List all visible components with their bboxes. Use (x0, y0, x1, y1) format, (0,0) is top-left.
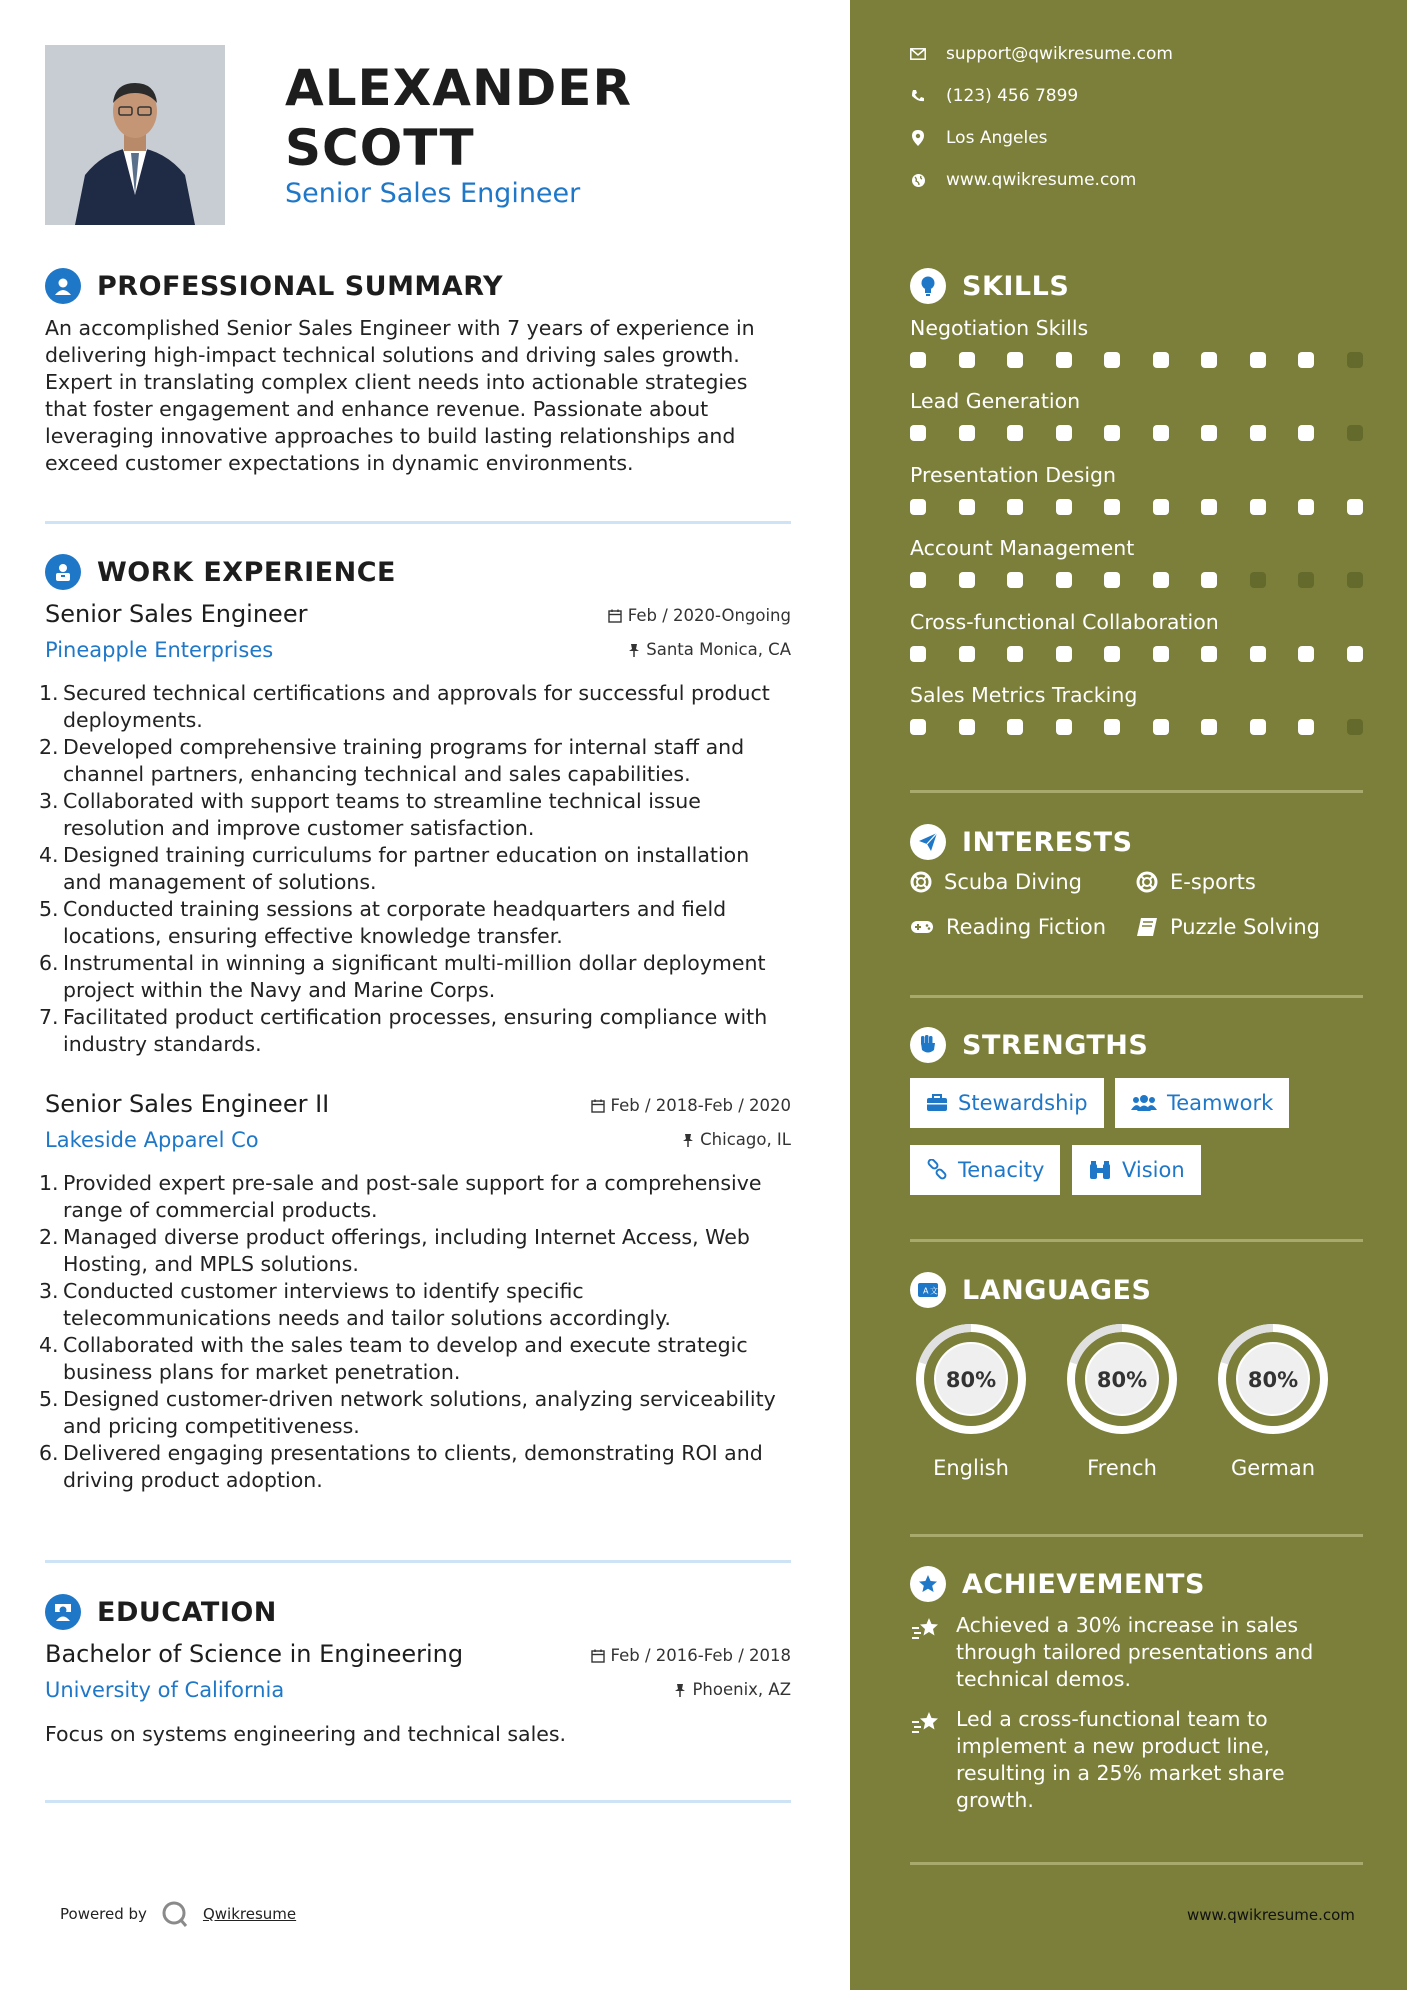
rating-dot-filled (959, 572, 975, 588)
name-last: SCOTT (285, 119, 475, 177)
languages-heading (910, 1272, 1151, 1308)
skill-name: Account Management (910, 536, 1135, 560)
skill-rating (910, 425, 1363, 441)
skill-rating (910, 572, 1363, 588)
calendar-icon (591, 1649, 605, 1663)
briefcase-user-icon (45, 554, 81, 590)
rating-dot-filled (1298, 646, 1314, 662)
rating-dot-filled (1153, 719, 1169, 735)
job-entry (39, 600, 791, 1058)
list-item: 4. Designed training curriculums for partner education on installation and management of solutions. (39, 843, 750, 894)
interest-label: Puzzle Solving (1170, 915, 1320, 939)
interest-item (910, 915, 1106, 939)
profile-photo (45, 45, 225, 225)
strengths-heading (910, 1027, 1148, 1063)
rating-dot-filled (959, 499, 975, 515)
skill-name: Cross-functional Collaboration (910, 610, 1219, 634)
job-company: Pineapple Enterprises (45, 638, 274, 662)
svg-text:80%: 80% (945, 1368, 997, 1392)
summary-heading (45, 268, 503, 304)
divider (45, 1800, 791, 1803)
education-date-text: Feb / 2016-Feb / 2018 (610, 1646, 791, 1665)
rating-dot-filled (1250, 425, 1266, 441)
job-date (591, 1096, 791, 1115)
book-icon (1136, 917, 1158, 937)
divider (910, 1862, 1363, 1865)
qwikresume-logo-icon (161, 1900, 189, 1928)
calendar-icon (591, 1099, 605, 1113)
fist-icon (910, 1027, 946, 1063)
education-description: Focus on systems engineering and technical sales. (45, 1722, 567, 1746)
language-name: French (1087, 1456, 1157, 1480)
interests-heading (910, 824, 1133, 860)
rating-dot-filled (1153, 646, 1169, 662)
rating-dot-filled (1250, 646, 1266, 662)
strength-label: Teamwork (1167, 1091, 1274, 1115)
candidate-name (285, 58, 632, 178)
rating-dot-filled (910, 646, 926, 662)
job-role: Senior Sales Engineer (45, 600, 308, 628)
binoculars-icon (1088, 1160, 1112, 1180)
rating-dot-filled (959, 719, 975, 735)
language-icon (910, 1272, 946, 1308)
skills-heading (910, 268, 1069, 304)
rating-dot-filled (1007, 719, 1023, 735)
job-date-text: Feb / 2020-Ongoing (627, 606, 791, 625)
skill-item (910, 683, 1363, 735)
footer-website[interactable]: www.qwikresume.com (1187, 1906, 1355, 1924)
skill-item (910, 610, 1363, 662)
strength-chip (910, 1078, 1104, 1128)
svg-text:80%: 80% (1247, 1368, 1299, 1392)
rating-dot-filled (1153, 499, 1169, 515)
school: University of California (45, 1678, 285, 1702)
language-item (1061, 1318, 1183, 1480)
rating-dot-filled (1298, 425, 1314, 441)
interest-label: E-sports (1170, 870, 1256, 894)
contact-phone (910, 86, 1078, 106)
rating-dot-filled (1056, 499, 1072, 515)
skills-title: SKILLS (962, 270, 1070, 302)
briefcase-icon (926, 1094, 948, 1112)
powered-by (60, 1900, 296, 1928)
rating-dot-filled (1298, 719, 1314, 735)
svg-text:80%: 80% (1096, 1368, 1148, 1392)
interest-item (1136, 915, 1320, 939)
languages-title: LANGUAGES (962, 1274, 1152, 1306)
rating-dot-filled (1201, 425, 1217, 441)
rating-dot-filled (1201, 646, 1217, 662)
language-progress-ring (910, 1318, 1032, 1440)
skill-item (910, 536, 1363, 588)
rating-dot-filled (910, 719, 926, 735)
achievement-text: Achieved a 30% increase in sales through tailored presentations and technical demos. (956, 1613, 1314, 1691)
contact-location (910, 128, 1048, 148)
rating-dot-filled (1104, 572, 1120, 588)
skill-rating (910, 352, 1363, 368)
rating-dot-filled (910, 499, 926, 515)
contact-website (910, 170, 1136, 190)
skill-rating (910, 499, 1363, 515)
rating-dot-filled (1104, 646, 1120, 662)
brand-link[interactable]: Qwikresume (202, 1905, 297, 1923)
rating-dot-filled (910, 352, 926, 368)
rating-dot-filled (1007, 572, 1023, 588)
list-item: 3. Conducted customer interviews to identify specific telecommunications needs and tailor solutions accordingly. (39, 1279, 671, 1330)
job-duties (39, 680, 791, 1058)
strength-chip (1115, 1078, 1289, 1128)
paper-plane-icon (910, 824, 946, 860)
contact-website-text[interactable]: www.qwikresume.com (946, 170, 1137, 190)
strength-chip (910, 1145, 1060, 1195)
strengths-title: STRENGTHS (962, 1029, 1149, 1061)
job-company: Lakeside Apparel Co (45, 1128, 259, 1152)
rating-dot-filled (1104, 499, 1120, 515)
rating-dot-filled (959, 425, 975, 441)
rating-dot-filled (1201, 719, 1217, 735)
language-name: English (933, 1456, 1009, 1480)
name-first: ALEXANDER (285, 59, 632, 117)
gamepad-icon (910, 919, 934, 935)
language-progress-ring (1212, 1318, 1334, 1440)
list-item: 5. Designed customer-driven network solutions, analyzing serviceability and pricing competitiveness. (39, 1387, 776, 1438)
rating-dot-filled (1153, 352, 1169, 368)
divider (45, 1560, 791, 1563)
job-location (682, 1130, 791, 1149)
interests-title: INTERESTS (962, 826, 1133, 858)
lightbulb-icon (910, 268, 946, 304)
language-item (910, 1318, 1032, 1480)
rating-dot-filled (910, 425, 926, 441)
achievements-title: ACHIEVEMENTS (962, 1568, 1205, 1600)
interest-item (1136, 870, 1256, 894)
job-date-text: Feb / 2018-Feb / 2020 (610, 1096, 791, 1115)
list-item: 1. Secured technical certifications and approvals for successful product deployments. (39, 681, 770, 732)
users-icon (1131, 1094, 1157, 1112)
globe-icon (910, 172, 926, 188)
map-marker-icon (910, 130, 926, 146)
job-location (628, 640, 791, 659)
list-item: 7. Facilitated product certification processes, ensuring compliance with industry standards. (39, 1005, 768, 1056)
skill-rating (910, 719, 1363, 735)
job-duties (39, 1170, 791, 1494)
rating-dot-filled (1250, 352, 1266, 368)
shooting-star-icon (910, 1708, 942, 1740)
list-item: 1. Provided expert pre-sale and post-sale support for a comprehensive range of commercial products. (39, 1171, 762, 1222)
rating-dot-empty (1298, 572, 1314, 588)
rating-dot-filled (1007, 499, 1023, 515)
rating-dot-empty (1250, 572, 1266, 588)
contact-email-text[interactable]: support@qwikresume.com (946, 44, 1173, 64)
user-icon (45, 268, 81, 304)
contact-location-text: Los Angeles (946, 128, 1048, 148)
education-title: EDUCATION (97, 1596, 277, 1628)
job-role: Senior Sales Engineer II (45, 1090, 330, 1118)
education-heading (45, 1594, 277, 1630)
shooting-star-icon (910, 1614, 942, 1646)
rating-dot-filled (959, 352, 975, 368)
rating-dot-filled (1007, 352, 1023, 368)
interest-item (910, 870, 1082, 894)
candidate-title: Senior Sales Engineer (285, 178, 581, 209)
strength-chip (1072, 1145, 1201, 1195)
star-badge-icon (910, 1566, 946, 1602)
rating-dot-filled (1201, 499, 1217, 515)
skill-name: Presentation Design (910, 463, 1117, 487)
experience-heading (45, 554, 396, 590)
strength-label: Tenacity (958, 1158, 1045, 1182)
rating-dot-filled (1007, 646, 1023, 662)
rating-dot-filled (1153, 425, 1169, 441)
skill-item (910, 389, 1363, 441)
skill-name: Lead Generation (910, 389, 1081, 413)
skill-name: Sales Metrics Tracking (910, 683, 1138, 707)
rating-dot-filled (1104, 425, 1120, 441)
rating-dot-filled (1250, 499, 1266, 515)
pushpin-icon (628, 643, 640, 657)
summary-title: PROFESSIONAL SUMMARY (97, 270, 504, 302)
achievement-item (910, 1612, 1363, 1693)
job-location-text: Santa Monica, CA (646, 640, 791, 659)
achievement-item (910, 1706, 1363, 1814)
pushpin-icon (674, 1683, 686, 1697)
rating-dot-filled (1153, 572, 1169, 588)
divider (45, 521, 791, 524)
contact-phone-text: (123) 456 7899 (946, 86, 1079, 106)
svg-text:A: A (923, 1286, 929, 1296)
rating-dot-filled (1347, 499, 1363, 515)
language-item (1212, 1318, 1334, 1480)
phone-icon (910, 88, 926, 104)
rating-dot-filled (1250, 719, 1266, 735)
list-item: 2. Managed diverse product offerings, including Internet Access, Web Hosting, and MPLS solutions. (39, 1225, 750, 1276)
rating-dot-filled (959, 646, 975, 662)
achievements-heading (910, 1566, 1205, 1602)
strength-label: Stewardship (958, 1091, 1088, 1115)
skill-name: Negotiation Skills (910, 316, 1089, 340)
divider (910, 790, 1363, 793)
list-item: 6. Delivered engaging presentations to clients, demonstrating ROI and driving product adoption. (39, 1441, 763, 1492)
rating-dot-filled (1347, 646, 1363, 662)
powered-by-label: Powered by (60, 1905, 147, 1923)
language-progress-ring (1061, 1318, 1183, 1440)
interest-label: Reading Fiction (946, 915, 1107, 939)
summary-text: An accomplished Senior Sales Engineer with 7 years of experience in delivering high-impact technical solutions and driving sales growth. Expert in translating complex client needs into actionable strategies that foster engagement and enhance revenue. Passionate about leveraging innovative approaches to build lasting relationships and exceed customer expectations in dynamic environments. (45, 316, 755, 475)
rating-dot-filled (1056, 425, 1072, 441)
lifebuoy-icon (910, 871, 932, 893)
education-date (591, 1646, 791, 1665)
degree: Bachelor of Science in Engineering (45, 1640, 464, 1668)
experience-title: WORK EXPERIENCE (97, 556, 396, 588)
job-location-text: Chicago, IL (700, 1130, 791, 1149)
rating-dot-filled (1056, 572, 1072, 588)
rating-dot-empty (1347, 352, 1363, 368)
achievement-text: Led a cross-functional team to implement a new product line, resulting in a 25% market share growth. (956, 1707, 1285, 1812)
lifebuoy-icon (1136, 871, 1158, 893)
job-entry (39, 1090, 791, 1494)
link-icon (926, 1159, 948, 1181)
list-item: 3. Collaborated with support teams to streamline technical issue resolution and improve customer satisfaction. (39, 789, 701, 840)
divider (910, 1239, 1363, 1242)
rating-dot-filled (1104, 719, 1120, 735)
rating-dot-filled (1201, 352, 1217, 368)
divider (910, 995, 1363, 998)
language-name: German (1230, 1456, 1316, 1480)
skill-item (910, 316, 1363, 368)
rating-dot-filled (910, 572, 926, 588)
list-item: 5. Conducted training sessions at corporate headquarters and field locations, ensuring effective knowledge transfer. (39, 897, 727, 948)
rating-dot-empty (1347, 425, 1363, 441)
education-entry (45, 1640, 791, 1746)
interest-label: Scuba Diving (944, 870, 1082, 894)
list-item: 6. Instrumental in winning a significant multi-million dollar deployment project within the Navy and Marine Corps. (39, 951, 766, 1002)
rating-dot-filled (1007, 425, 1023, 441)
rating-dot-filled (1104, 352, 1120, 368)
skill-item (910, 463, 1363, 515)
rating-dot-filled (1056, 352, 1072, 368)
rating-dot-filled (1056, 719, 1072, 735)
education-location-text: Phoenix, AZ (692, 1680, 791, 1699)
graduate-icon (45, 1594, 81, 1630)
rating-dot-filled (1056, 646, 1072, 662)
list-item: 4. Collaborated with the sales team to develop and execute strategic business plans for market penetration. (39, 1333, 748, 1384)
list-item: 2. Developed comprehensive training programs for internal staff and channel partners, enhancing technical and sales capabilities. (39, 735, 745, 786)
rating-dot-empty (1347, 572, 1363, 588)
rating-dot-empty (1347, 719, 1363, 735)
pushpin-icon (682, 1133, 694, 1147)
divider (910, 1534, 1363, 1537)
education-location (674, 1680, 791, 1699)
svg-text:文: 文 (930, 1286, 938, 1296)
rating-dot-filled (1298, 352, 1314, 368)
contact-email (910, 44, 1173, 64)
calendar-icon (608, 609, 622, 623)
rating-dot-filled (1201, 572, 1217, 588)
strength-label: Vision (1122, 1158, 1185, 1182)
job-date (608, 606, 791, 625)
rating-dot-filled (1298, 499, 1314, 515)
envelope-icon (910, 46, 926, 62)
skill-rating (910, 646, 1363, 662)
